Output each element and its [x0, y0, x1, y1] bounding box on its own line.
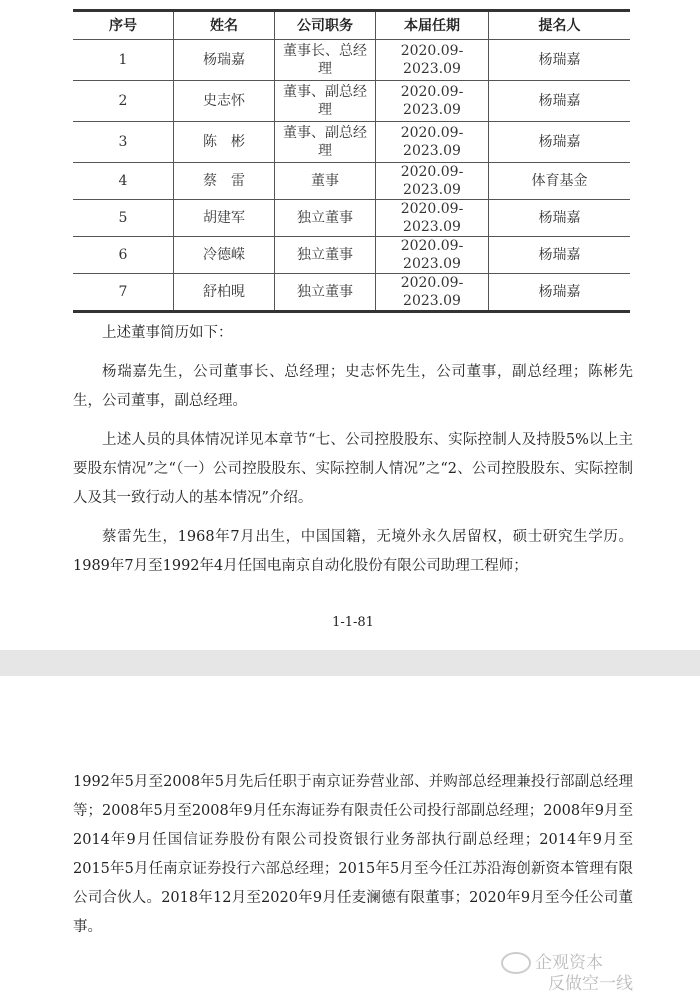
table-cell: 杨瑞嘉 — [489, 274, 631, 312]
table-cell: 陈 彬 — [174, 122, 275, 163]
table-cell: 董事 — [275, 163, 376, 200]
paragraph: 杨瑞嘉先生，公司董事长、总经理；史志怀先生，公司董事，副总经理；陈彬先生，公司董事，副总经理。 — [73, 364, 633, 409]
page-number: 1-1-81 — [332, 615, 374, 630]
table-cell: 6 — [73, 237, 174, 274]
table-cell: 2020.09-2023.09 — [376, 274, 489, 312]
header-cell: 本届任期 — [376, 11, 489, 40]
table-row — [73, 274, 630, 312]
table-row — [73, 122, 630, 163]
table-row — [73, 81, 630, 122]
table-cell: 杨瑞嘉 — [489, 81, 631, 122]
table-cell: 独立董事 — [275, 237, 376, 274]
header-cell: 序号 — [73, 11, 174, 40]
watermark — [73, 952, 633, 994]
table-cell: 杨瑞嘉 — [174, 40, 275, 81]
header-cell: 姓名 — [174, 11, 275, 40]
table-cell: 2020.09-2023.09 — [376, 122, 489, 163]
table-cell: 蔡 雷 — [174, 163, 275, 200]
table-header-row — [73, 11, 630, 40]
header-cell: 提名人 — [489, 11, 631, 40]
directors-table — [73, 9, 630, 313]
document-page-2 — [0, 676, 700, 1004]
table-cell: 董事长、总经理 — [275, 40, 376, 81]
table-cell: 2020.09-2023.09 — [376, 237, 489, 274]
weibo-logo-icon — [501, 952, 531, 974]
body-text — [73, 319, 633, 581]
table-cell: 杨瑞嘉 — [489, 40, 631, 81]
table-cell: 冷德嵘 — [174, 237, 275, 274]
header-cell: 公司职务 — [275, 11, 376, 40]
table-cell: 董事、副总经理 — [275, 81, 376, 122]
watermark-line1: 企观资本 — [535, 953, 603, 973]
paragraph: 上述人员的具体情况详见本章节“七、公司控股股东、实际控制人及持股5%以上主要股东情况”之“（一）公司控股股东、实际控制人情况”之“2、公司控股股东、实际控制人及其一致行动人的基本情况”介绍。 — [73, 432, 633, 506]
table-cell: 5 — [73, 200, 174, 237]
table-cell: 独立董事 — [275, 274, 376, 312]
table-cell: 2020.09-2023.09 — [376, 40, 489, 81]
table-cell: 2020.09-2023.09 — [376, 200, 489, 237]
paragraph: 蔡雷先生，1968年7月出生，中国国籍，无境外永久居留权，硕士研究生学历。1989年7月至1992年4月任国电南京自动化股份有限公司助理工程师； — [73, 529, 633, 574]
page-separator — [0, 650, 700, 676]
table-cell: 2 — [73, 81, 174, 122]
table-cell: 2020.09-2023.09 — [376, 81, 489, 122]
table-cell: 体育基金 — [489, 163, 631, 200]
table-cell: 7 — [73, 274, 174, 312]
table-cell: 杨瑞嘉 — [489, 122, 631, 163]
table-cell: 杨瑞嘉 — [489, 237, 631, 274]
paragraph: 1992年5月至2008年5月先后任职于南京证券营业部、并购部总经理兼投行部副总经理等；2008年5月至2008年9月任东海证券有限责任公司投行部副总经理；2008年9月至2014年9月任国信证券股份有限公司投资银行业务部执行副总经理；2014年9月至2015年5月任南京证券投行六部总经理；2015年5月至今任江苏沿海创新资本管理有限公司合伙人。2018年12月至2020年9月任麦澜德有限董事；2020年9月至今任公司董事。 — [73, 774, 633, 935]
paragraph: 上述董事简历如下： — [102, 325, 233, 341]
table-cell: 3 — [73, 122, 174, 163]
table-cell: 史志怀 — [174, 81, 275, 122]
table-row — [73, 163, 630, 200]
table-row — [73, 40, 630, 81]
table-cell: 胡建军 — [174, 200, 275, 237]
table-row — [73, 200, 630, 237]
table-cell: 董事、副总经理 — [275, 122, 376, 163]
watermark-line2: 反做空一线 — [548, 974, 633, 994]
table-cell: 4 — [73, 163, 174, 200]
table-cell: 1 — [73, 40, 174, 81]
table-cell: 2020.09-2023.09 — [376, 163, 489, 200]
table-cell: 独立董事 — [275, 200, 376, 237]
table-cell: 杨瑞嘉 — [489, 200, 631, 237]
table-row — [73, 237, 630, 274]
table-cell: 舒柏晛 — [174, 274, 275, 312]
